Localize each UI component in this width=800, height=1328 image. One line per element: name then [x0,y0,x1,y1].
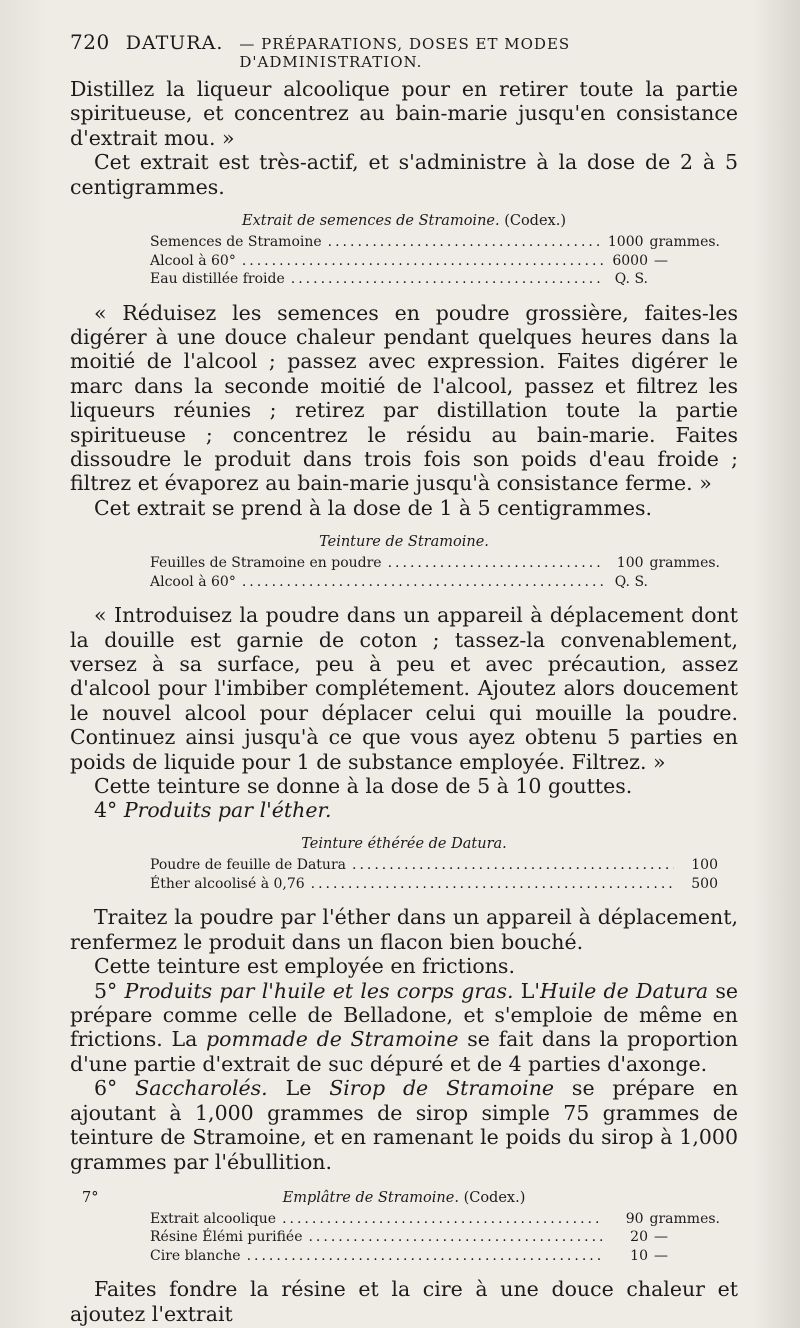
ingredient-row: Extrait alcoolique ..... 90 grammes. [150,1210,720,1229]
book-title: DATURA. [125,32,224,54]
recipe-teinture-etheree [70,836,738,893]
paragraph: Cet extrait se prend à la dose de 1 à 5 centigrammes. [94,495,652,520]
paragraph: « Introduisez la poudre dans un appareil à déplacement dont la douille est garnie de coton ; tassez-la convenablement, versez à sa surface, peu à peu et avec précaution, assez d'alcool pour l'imbiber complétement. Ajoutez alors doucement le nouvel alcool pour déplacer celui qui mouille la poudre. Continuez ainsi jusqu'à ce que vous ayez obtenu 5 parties en poids de liquide pour 1 de substance employée. Filtrez. » [70,603,738,774]
recipe-number: 7° [82,1189,99,1206]
recipe-extrait-semences [70,213,738,289]
paragraph: 6° Saccharolés. Le Sirop de Stramoine se prépare en ajoutant à 1,000 grammes de sirop simple 75 grammes de teinture de Stramoine, et en ramenant le poids du sirop à 1,000 grammes par l'ébullition. [70,1076,738,1174]
paragraph: « Réduisez les semences en poudre grossière, faites-les digérer à une douce chaleur pendant quelques heures dans la moitié de l'alcool ; passez avec expression. Faites digérer le marc dans la seconde moitié de l'alcool, passez et filtrez les liqueurs réunies ; retirez par distillation toute la partie spiritueuse ; concentrez le résidu au bain-marie. Faites dissoudre le produit dans trois fois son poids d'eau froide ; filtrez et évaporez au bain-marie jusqu'à consistance ferme. » [70,300,738,496]
recipe-title: Emplâtre de Stramoine. (Codex.) [282,1189,526,1206]
paragraph: Distillez la liqueur alcoolique pour en retirer toute la partie spiritueuse, et concentrez au bain-marie jusqu'en consistance d'extrait mou. » [70,77,738,150]
ingredient-row: Alcool à 60° ..... 6000 — [150,252,720,271]
ingredient-row: Semences de Stramoine ..... 1000 grammes. [150,233,720,252]
recipe-emplatre [70,1190,738,1266]
recipe-title: Extrait de semences de Stramoine. (Codex.) [241,213,566,230]
page-number: 720 [70,30,110,54]
ingredient-row: Résine Élémi purifiée ..... 20 — [150,1228,720,1247]
paragraph: Cet extrait est très-actif, et s'administre à la dose de 2 à 5 centigrammes. [70,150,738,199]
recipe-title: Teinture de Stramoine. [319,534,489,551]
section-title: — PRÉPARATIONS, DOSES ET MODES D'ADMINISTRATION. [239,35,571,71]
running-head [70,30,738,71]
paragraph: Faites fondre la résine et la cire à une douce chaleur et ajoutez l'extrait [70,1277,738,1326]
ingredient-row: Éther alcoolisé à 0,76 ..... 500 [150,875,720,894]
ingredient-row: Cire blanche ..... 10 — [150,1247,720,1266]
ingredient-row: Alcool à 60° ..... Q. S. [150,573,720,592]
paragraph: Cette teinture se donne à la dose de 5 à 10 gouttes. [94,774,633,799]
recipe-teinture [70,534,738,591]
ingredient-row: Poudre de feuille de Datura ..... 100 [150,856,720,875]
recipe-title: Teinture éthérée de Datura. [301,836,507,853]
ingredient-row: Feuilles de Stramoine en poudre ..... 100 grammes. [150,554,720,573]
paragraph: Cette teinture est employée en frictions. [94,954,515,979]
ingredient-row: Eau distillée froide ..... Q. S. [150,270,720,289]
paragraph: Traitez la poudre par l'éther dans un appareil à déplacement, renfermez le produit dans un flacon bien bouché. [70,905,738,954]
section-heading: 4° Produits par l'éther. [94,798,332,823]
paragraph: 5° Produits par l'huile et les corps gras. L'Huile de Datura se prépare comme celle de Belladone, et s'emploie de même en frictions. La pommade de Stramoine se fait dans la proportion d'une partie d'extrait de suc dépuré et de 4 parties d'axonge. [70,978,739,1076]
